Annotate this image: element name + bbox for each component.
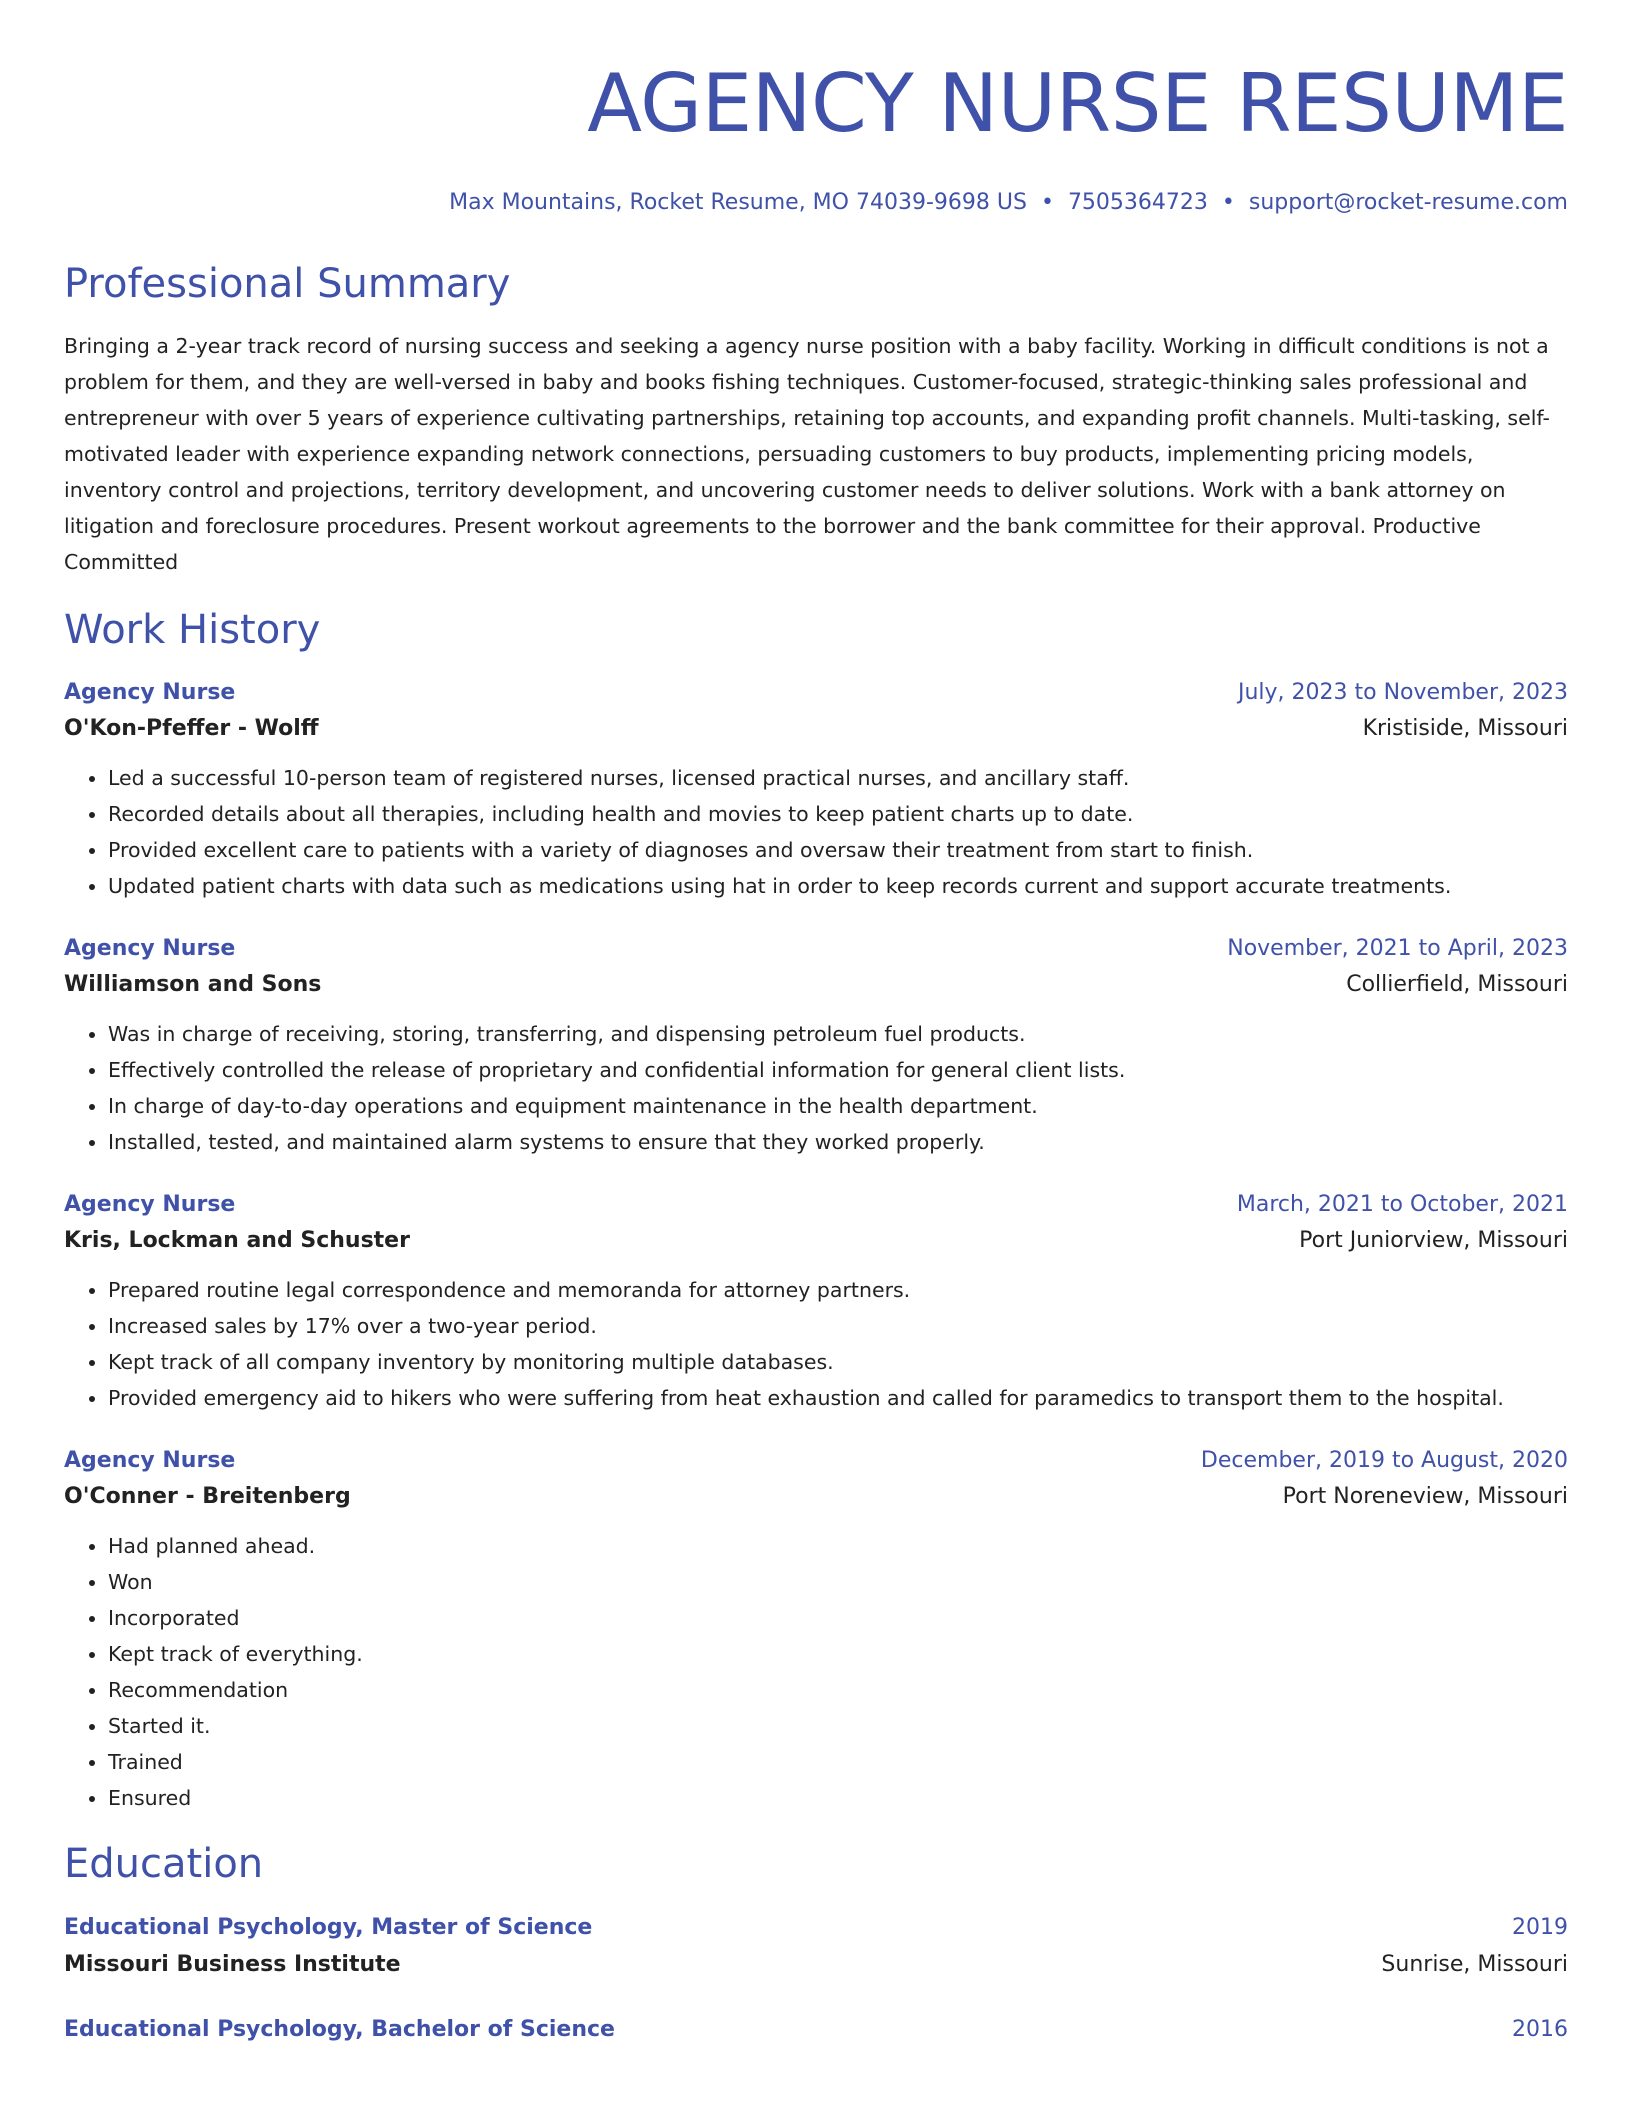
resume-title: AGENCY NURSE RESUME [587,57,1568,150]
job-bullet: • In charge of day-to-day operations and equipment maintenance in the health department. [108,1088,1568,1124]
job-bullet: • Trained [108,1744,1568,1780]
contact-email: support@rocket-resume.com [1248,190,1568,215]
job-header-row [64,932,1568,966]
contact-separator: • [1040,190,1054,215]
education-school-row [64,1946,1568,1984]
education-degree: Educational Psychology, Master of Science [64,1915,593,1940]
job-dates: December, 2019 to August, 2020 [1200,1448,1568,1473]
contact-phone: 7505364723 [1067,190,1208,215]
job-bullet: • Increased sales by 17% over a two-year period. [108,1308,1568,1344]
job-location: Port Juniorview, Missouri [1299,1228,1568,1253]
job-dates: July, 2023 to November, 2023 [1237,680,1568,705]
education-year: 2019 [1512,1915,1568,1940]
contact-address: Max Mountains, Rocket Resume, MO 74039-9698 US [449,190,1027,215]
education-entry [64,1910,1568,1984]
education-year: 2016 [1512,2017,1568,2042]
job-title: Agency Nurse [64,680,236,705]
job-location: Collierfield, Missouri [1346,972,1568,997]
job-title: Agency Nurse [64,936,236,961]
job-bullet: • Provided emergency aid to hikers who were suffering from heat exhaustion and called for paramedics to transport them to the hospital. [108,1380,1568,1416]
job-dates: March, 2021 to October, 2021 [1236,1192,1568,1217]
job-dates: November, 2021 to April, 2023 [1227,936,1568,961]
job-entry [64,1444,1568,1816]
job-company: Williamson and Sons [64,972,322,997]
contact-line [64,188,1568,218]
job-bullet: • Incorporated [108,1600,1568,1636]
job-bullet: • Recommendation [108,1672,1568,1708]
job-bullet: • Started it. [108,1708,1568,1744]
job-header-row [64,676,1568,710]
job-company-row [64,1478,1568,1516]
job-bullet: • Provided excellent care to patients with a variety of diagnoses and oversaw their treatment from start to finish. [108,832,1568,868]
job-bullet: • Was in charge of receiving, storing, transferring, and dispensing petroleum fuel products. [108,1016,1568,1052]
job-company: Kris, Lockman and Schuster [64,1228,410,1253]
job-bullets [64,1272,1568,1416]
contact-separator: • [1221,190,1235,215]
job-company: O'Kon-Pfeffer - Wolff [64,716,319,741]
job-location: Port Noreneview, Missouri [1282,1484,1568,1509]
job-entry [64,676,1568,904]
job-header-row [64,1444,1568,1478]
job-bullet: • Prepared routine legal correspondence and memoranda for attorney partners. [108,1272,1568,1308]
job-bullet: • Kept track of all company inventory by monitoring multiple databases. [108,1344,1568,1380]
job-company-row [64,1222,1568,1260]
education-header-row [64,1910,1568,1946]
job-company-row [64,710,1568,748]
education-location: Sunrise, Missouri [1381,1952,1568,1977]
job-bullet: • Had planned ahead. [108,1528,1568,1564]
job-title: Agency Nurse [64,1448,236,1473]
education-header-row [64,2012,1568,2048]
job-bullet: • Won [108,1564,1568,1600]
job-bullet: • Recorded details about all therapies, including health and movies to keep patient charts up to date. [108,796,1568,832]
job-company-row [64,966,1568,1004]
summary-text: Bringing a 2-year track record of nursing success and seeking a agency nurse position with a baby facility. Working in difficult conditions is not a problem for them, and they are well-versed in baby and books fishing techniques. Customer-focused, strategic-thinking sales professional and entrepreneur with over 5 years of experience cultivating partnerships, retaining top accounts, and expanding profit channels. Multi-tasking, self-motivated leader with experience expanding network connections, persuading customers to buy products, implementing pricing models, inventory control and projections, territory development, and uncovering customer needs to deliver solutions. Work with a bank attorney on litigation and foreclosure procedures. Present workout agreements to the borrower and the bank committee for their approval. Productive Committed [64,334,1550,574]
job-bullet: • Effectively controlled the release of proprietary and confidential information for general client lists. [108,1052,1568,1088]
job-bullet: • Updated patient charts with data such as medications using hat in order to keep records current and support accurate treatments. [108,868,1568,904]
job-bullets [64,1528,1568,1816]
job-title: Agency Nurse [64,1192,236,1217]
job-bullet: • Kept track of everything. [108,1636,1568,1672]
work-history-heading: Work History [64,607,321,653]
job-location: Kristiside, Missouri [1362,716,1568,741]
education-heading: Education [64,1841,264,1887]
job-bullets [64,1016,1568,1160]
job-bullets [64,760,1568,904]
job-bullet: • Led a successful 10-person team of registered nurses, licensed practical nurses, and ancillary staff. [108,760,1568,796]
job-entry [64,932,1568,1160]
job-header-row [64,1188,1568,1222]
education-entry [64,2012,1568,2048]
job-company: O'Conner - Breitenberg [64,1484,351,1509]
education-school: Missouri Business Institute [64,1952,401,1977]
job-bullet: • Ensured [108,1780,1568,1816]
education-degree: Educational Psychology, Bachelor of Science [64,2017,615,2042]
job-entry [64,1188,1568,1416]
summary-heading: Professional Summary [64,261,511,307]
job-bullet: • Installed, tested, and maintained alarm systems to ensure that they worked properly. [108,1124,1568,1160]
